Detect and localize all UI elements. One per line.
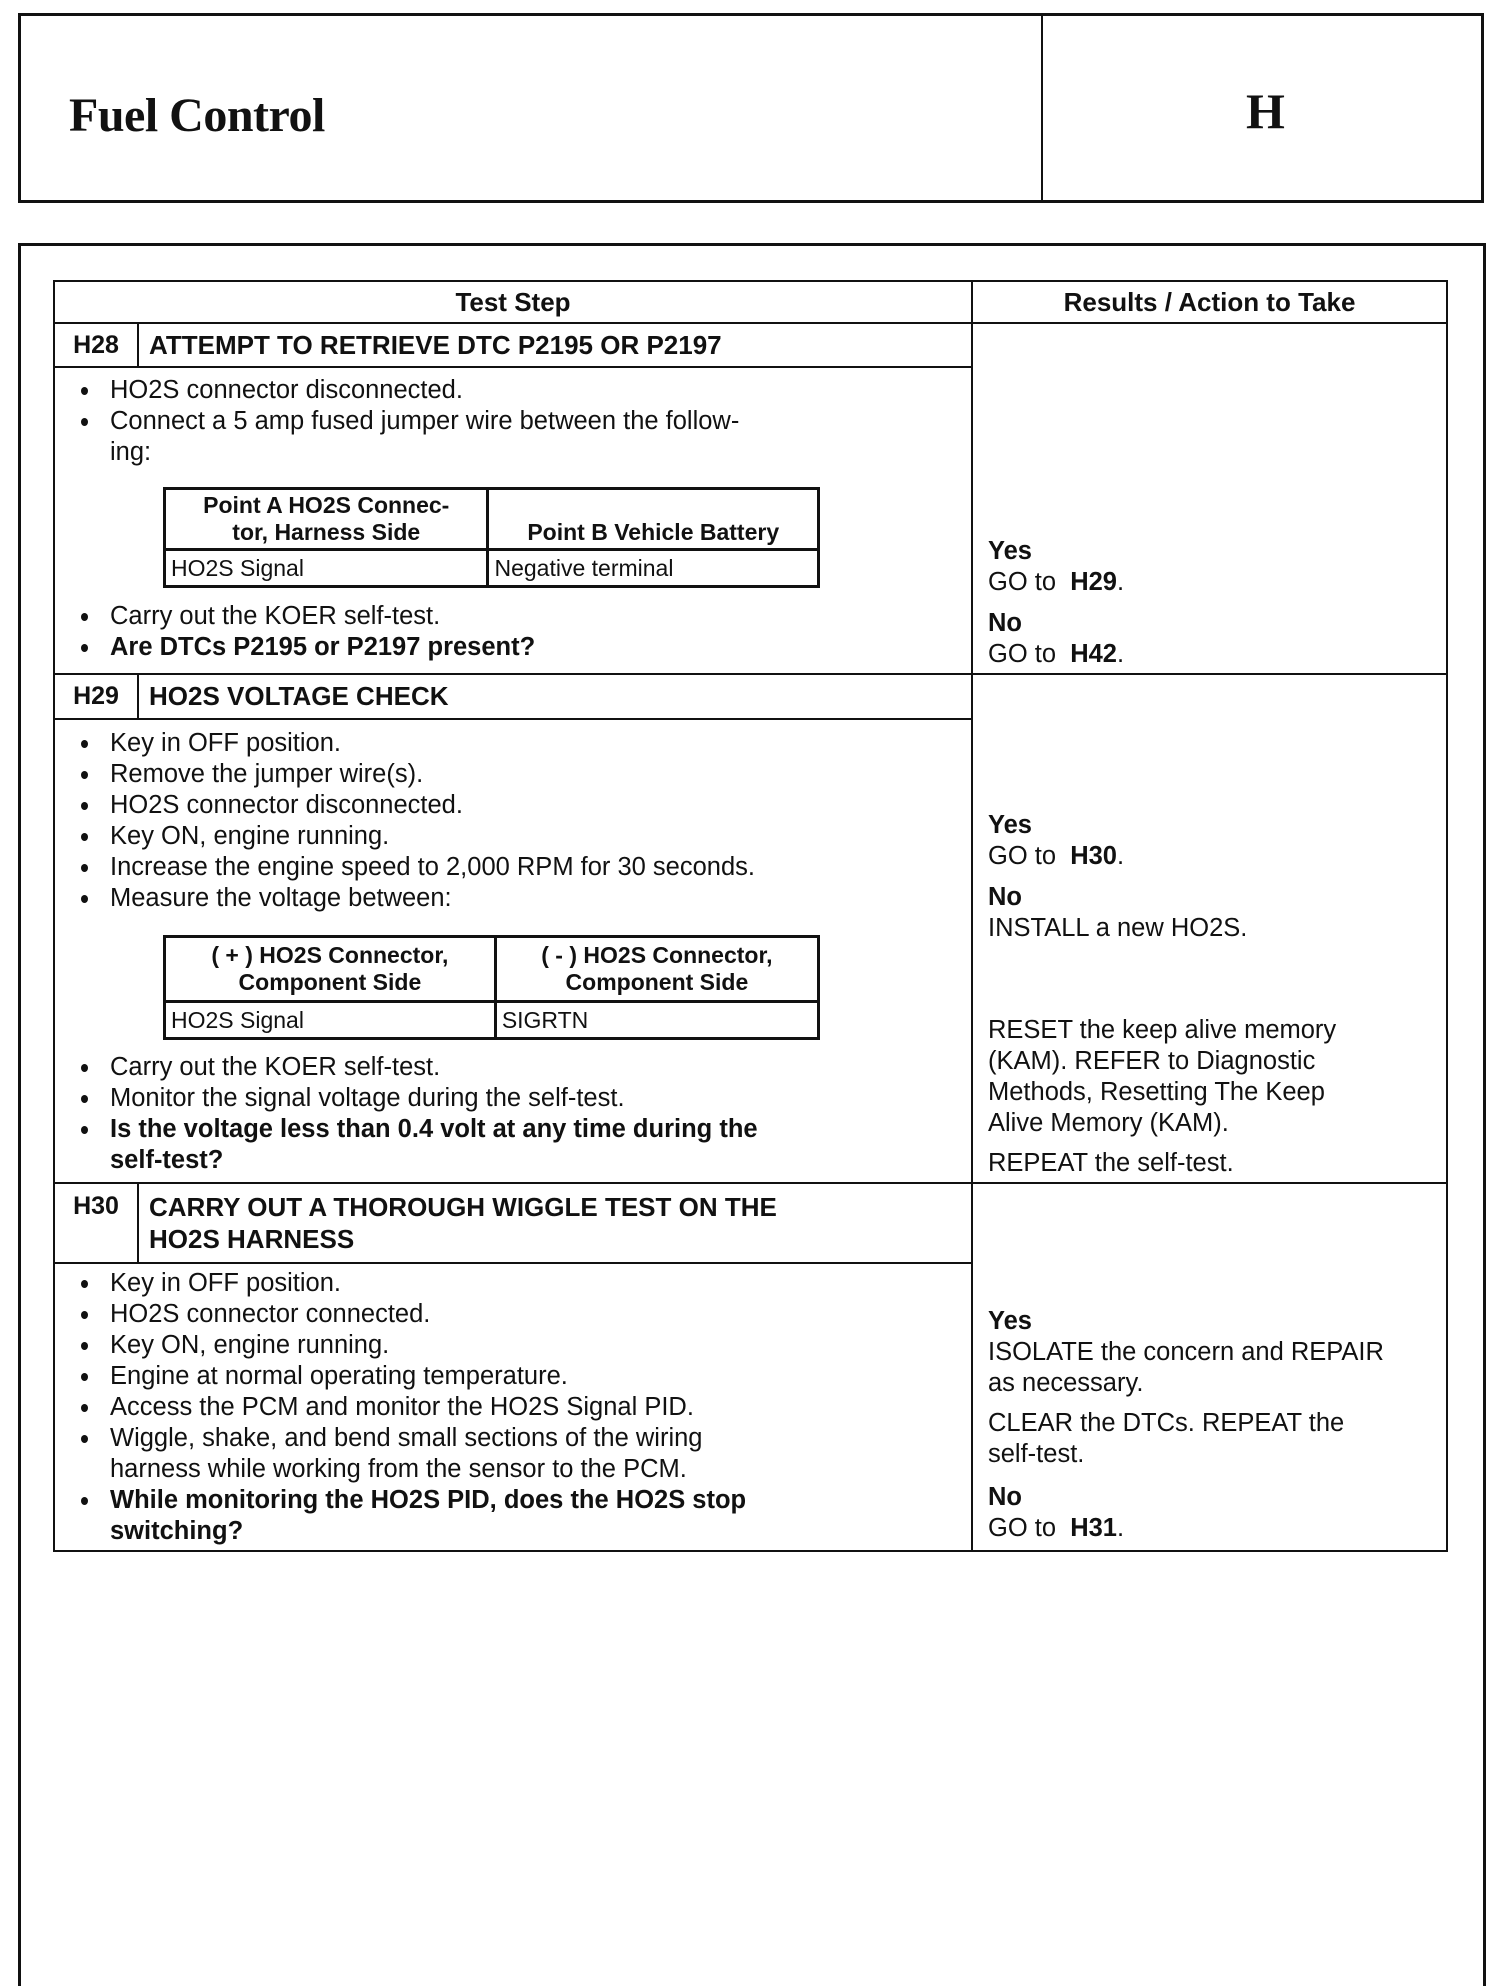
goto-link[interactable]: H42 (1070, 640, 1117, 668)
table-header: ( - ) HO2S Connector, Component Side (495, 937, 818, 1002)
step-title: CARRY OUT A THOROUGH WIGGLE TEST ON THE HO2S HARNESS (137, 1182, 973, 1264)
measurement-table (163, 935, 820, 1040)
step-number: H30 (53, 1182, 139, 1264)
result-no (988, 608, 1124, 670)
bullet: Wiggle, shake, and bend small sections of the wiring harness while working from the sensor to the PCM. (55, 1423, 971, 1485)
no-label: No (988, 609, 1022, 637)
page-header (18, 13, 1484, 203)
header-divider (1041, 16, 1043, 200)
punct: . (1116, 640, 1125, 668)
yes-action: ISOLATE the concern and REPAIR as necessary. (988, 1338, 1384, 1397)
result-yes (988, 536, 1124, 598)
bullet: Key ON, engine running. (55, 1330, 971, 1361)
step-body (53, 1262, 973, 1552)
bullet: Connect a 5 amp fused jumper wire between the follow- ing: (55, 406, 971, 468)
goto-text: GO to (988, 1514, 1057, 1542)
table-cell: SIGRTN (495, 1002, 818, 1039)
result-yes (988, 1306, 1384, 1399)
no-label: No (988, 883, 1022, 911)
step-body (53, 366, 973, 675)
step-number: H28 (53, 322, 139, 368)
bullet: Monitor the signal voltage during the self-test. (55, 1083, 971, 1114)
bullet: Carry out the KOER self-test. (55, 1052, 971, 1083)
bullet: Measure the voltage between: (55, 883, 971, 914)
bullet: HO2S connector disconnected. (55, 790, 971, 821)
bullet: Carry out the KOER self-test. (55, 601, 971, 632)
table-header: Point A HO2S Connec- tor, Harness Side (165, 489, 488, 550)
no-action: INSTALL a new HO2S. (988, 914, 1248, 942)
result-no (988, 1482, 1124, 1544)
yes-label: Yes (988, 537, 1032, 565)
goto-text: GO to (988, 640, 1057, 668)
bullet: Key in OFF position. (55, 1268, 971, 1299)
question: Is the voltage less than 0.4 volt at any time during the self-test? (55, 1114, 971, 1176)
question: While monitoring the HO2S PID, does the HO2S stop switching? (55, 1485, 971, 1547)
bullet: Engine at normal operating temperature. (55, 1361, 971, 1392)
goto-text: GO to (988, 568, 1057, 596)
reset-instruction: RESET the keep alive memory (KAM). REFER to Diagnostic Methods, Resetting The Keep Alive Memory (KAM). (988, 1016, 1337, 1137)
column-header-results: Results / Action to Take (971, 280, 1448, 324)
goto-text: GO to (988, 842, 1057, 870)
bullet: Key in OFF position. (55, 728, 971, 759)
bullet: HO2S connector disconnected. (55, 375, 971, 406)
step-number: H29 (53, 673, 139, 720)
goto-link[interactable]: H30 (1070, 842, 1117, 870)
bullet: Access the PCM and monitor the HO2S Signal PID. (55, 1392, 971, 1423)
table-header: ( + ) HO2S Connector, Component Side (165, 937, 496, 1002)
result-yes (988, 810, 1124, 872)
table-header: Point B Vehicle Battery (488, 489, 819, 550)
bullet: Remove the jumper wire(s). (55, 759, 971, 790)
step-title: HO2S VOLTAGE CHECK (137, 673, 973, 720)
table-cell: Negative terminal (488, 550, 819, 587)
punct: . (1116, 1514, 1125, 1542)
goto-link[interactable]: H31 (1070, 1514, 1117, 1542)
punct: . (1116, 842, 1125, 870)
clear-instruction: CLEAR the DTCs. REPEAT the self-test. (988, 1409, 1345, 1468)
question: Are DTCs P2195 or P2197 present? (55, 632, 971, 663)
step-title: ATTEMPT TO RETRIEVE DTC P2195 OR P2197 (137, 322, 973, 368)
bullet: Increase the engine speed to 2,000 RPM for 30 seconds. (55, 852, 971, 883)
page-title: Fuel Control (69, 89, 325, 142)
no-label: No (988, 1483, 1022, 1511)
result-no (988, 882, 1247, 944)
bullet: Key ON, engine running. (55, 821, 971, 852)
repeat-instruction: REPEAT the self-test. (988, 1149, 1234, 1177)
column-header-test-step: Test Step (53, 280, 973, 324)
yes-label: Yes (988, 1307, 1032, 1335)
table-cell: HO2S Signal (165, 550, 488, 587)
connection-table (163, 487, 820, 588)
goto-link[interactable]: H29 (1070, 568, 1117, 596)
yes-label: Yes (988, 811, 1032, 839)
table-cell: HO2S Signal (165, 1002, 496, 1039)
step-body (53, 718, 973, 1184)
section-letter: H (1246, 83, 1285, 139)
punct: . (1116, 568, 1125, 596)
bullet: HO2S connector connected. (55, 1299, 971, 1330)
